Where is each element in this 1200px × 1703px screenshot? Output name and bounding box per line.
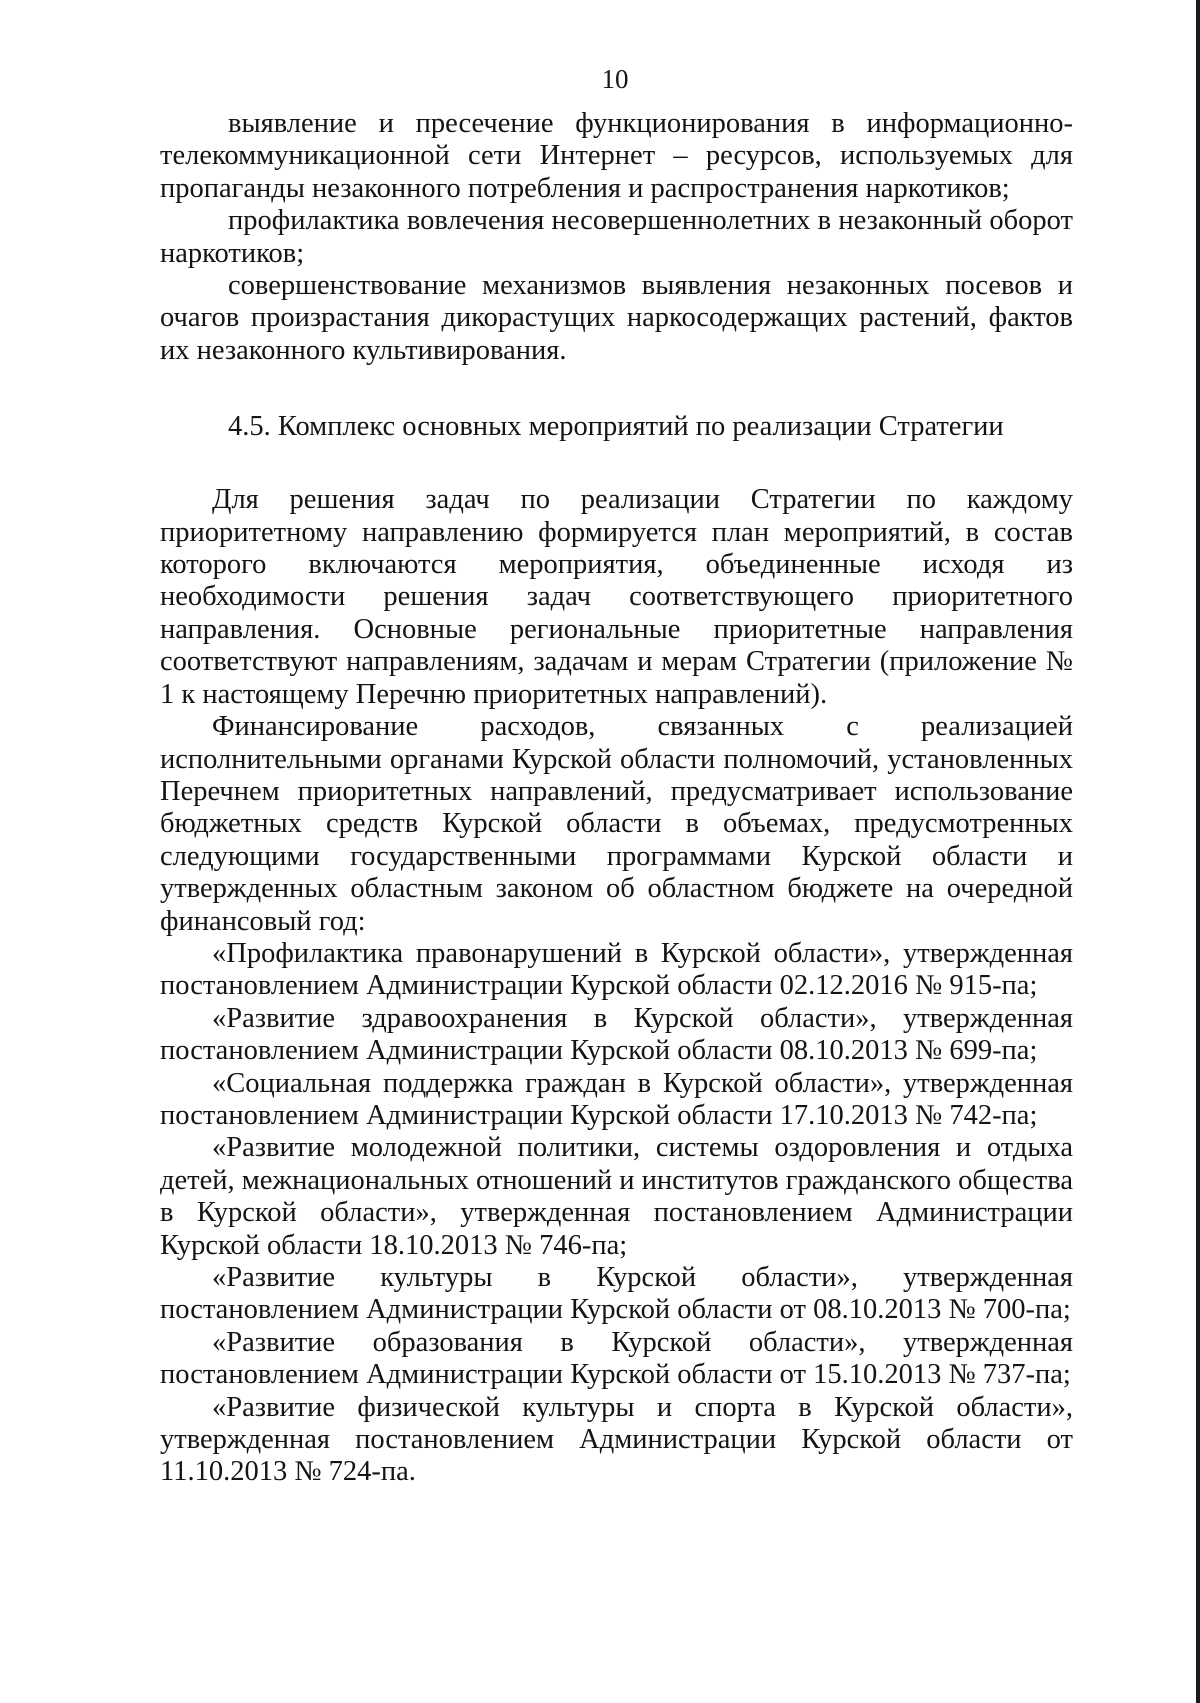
document-body xyxy=(160,108,1073,1489)
program-item-6: «Развитие образования в Курской области», утвержденная постановлением Администрации Курской области от 15.10.2013 № 737-па; xyxy=(160,1326,1073,1391)
program-item-4: «Развитие молодежной политики, системы оздоровления и отдыха детей, межнациональных отношений и институтов гражданского общества в Курской области», утвержденная постановлением Администрации Курской области 18.10.2013 № 746-па; xyxy=(160,1132,1073,1261)
scan-edge-border xyxy=(1196,0,1200,1703)
program-item-7: «Развитие физической культуры и спорта в Курской области», утвержденная постановлением Администрации Курской области от 11.10.2013 № 724-па. xyxy=(160,1391,1073,1488)
program-item-3: «Социальная поддержка граждан в Курской области», утвержденная постановлением Администрации Курской области 17.10.2013 № 742-па; xyxy=(160,1067,1073,1131)
program-item-1: «Профилактика правонарушений в Курской области», утвержденная постановлением Администрации Курской области 02.12.2016 № 915-па; xyxy=(160,937,1073,1002)
section-heading: 4.5. Комплекс основных мероприятий по реализации Стратегии xyxy=(228,411,1004,443)
program-item-2: «Развитие здравоохранения в Курской области», утвержденная постановлением Администрации Курской области 08.10.2013 № 699-па; xyxy=(160,1002,1073,1067)
intro-paragraph-3: совершенствование механизмов выявления незаконных посевов и очагов произрастания дикорастущих наркосодержащих растений, фактов их незаконного культивирования. xyxy=(160,270,1073,366)
intro-paragraph-2: профилактика вовлечения несовершеннолетних в незаконный оборот наркотиков; xyxy=(160,205,1073,269)
intro-paragraph-1: выявление и пресечение функционирования в информационно-телекоммуникационной сети Интернет – ресурсов, используемых для пропаганды незаконного потребления и распространения наркотиков; xyxy=(160,108,1073,204)
program-item-5: «Развитие культуры в Курской области», утвержденная постановлением Администрации Курской области от 08.10.2013 № 700-па; xyxy=(160,1262,1073,1326)
body-paragraph-2: Финансирование расходов, связанных с реализацией исполнительными органами Курской области полномочий, установленных Перечнем приоритетных направлений, предусматривает использование бюджетных средств Курской области в объемах, предусмотренных следующими государственными программами Курской области и утвержденных областным законом об областном бюджете на очередной финансовый год: xyxy=(160,711,1073,937)
page-number: 10 xyxy=(601,64,629,94)
body-paragraph-1: Для решения задач по реализации Стратегии по каждому приоритетному направлению формируется план мероприятий, в состав которого включаются мероприятия, объединенные исходя из необходимости решения задач соответствующего приоритетного направления. Основные региональные приоритетные направления соответствуют направлениям, задачам и мерам Стратегии (приложение № 1 к настоящему Перечню приоритетных направлений). xyxy=(160,484,1073,710)
